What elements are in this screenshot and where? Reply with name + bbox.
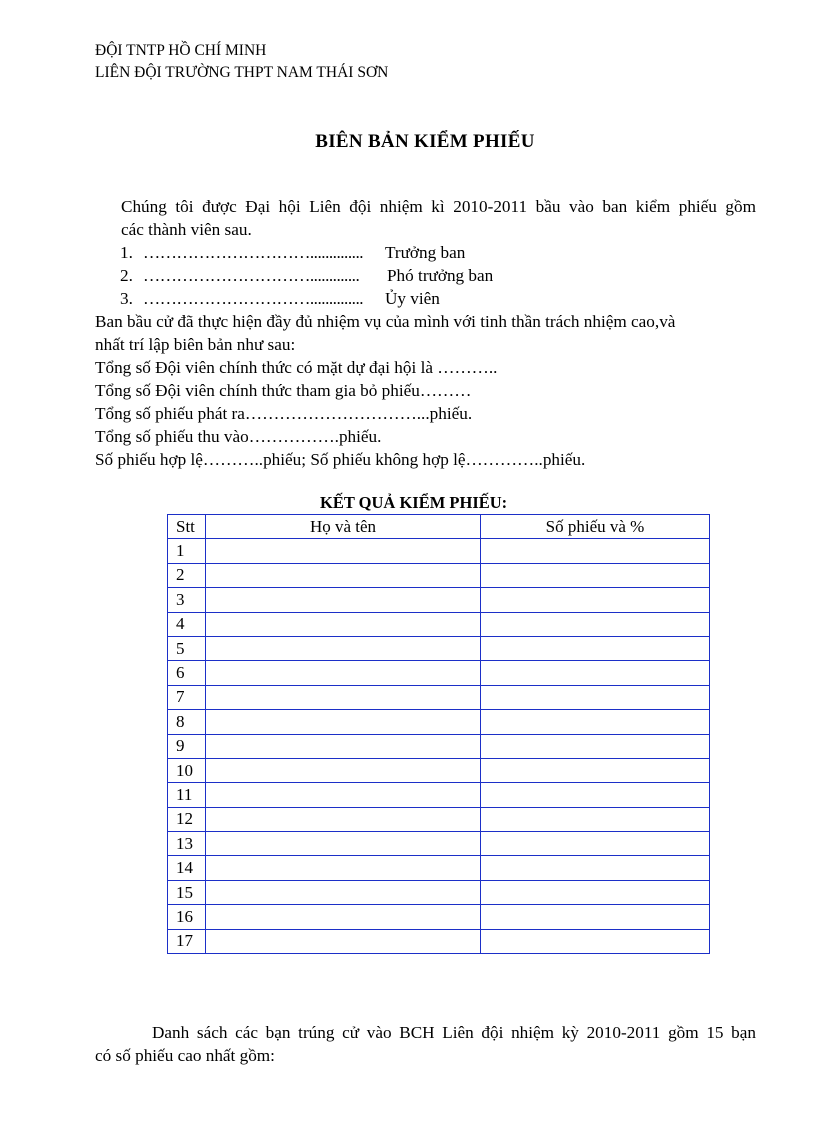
votes-cell[interactable] xyxy=(481,685,710,709)
member-role: Trưởng ban xyxy=(385,243,466,262)
name-cell[interactable] xyxy=(206,661,481,685)
votes-cell[interactable] xyxy=(481,832,710,856)
table-row xyxy=(168,758,710,782)
body-line: Ban bầu cử đã thực hiện đầy đủ nhiệm vụ của mình với tinh thần trách nhiệm cao,và xyxy=(95,312,676,331)
body-line: nhất trí lập biên bản như sau: xyxy=(95,335,296,354)
votes-cell[interactable] xyxy=(481,636,710,660)
member-number: 2. xyxy=(120,266,133,285)
row-number: 11 xyxy=(168,783,206,807)
votes-cell[interactable] xyxy=(481,661,710,685)
row-number: 17 xyxy=(168,929,206,953)
row-number: 12 xyxy=(168,807,206,831)
table-row xyxy=(168,783,710,807)
row-number: 16 xyxy=(168,905,206,929)
org-header-line1: ĐỘI TNTP HỒ CHÍ MINH xyxy=(95,42,267,59)
row-number: 7 xyxy=(168,685,206,709)
footer-line2: có số phiếu cao nhất gồm: xyxy=(95,1046,275,1065)
member-number: 1. xyxy=(120,243,133,262)
table-row xyxy=(168,929,710,953)
member-role: Ủy viên xyxy=(385,289,440,308)
name-cell[interactable] xyxy=(206,807,481,831)
table-row xyxy=(168,612,710,636)
table-row xyxy=(168,710,710,734)
votes-cell[interactable] xyxy=(481,612,710,636)
table-header-row xyxy=(168,515,710,539)
body-line: Số phiếu hợp lệ………..phiếu; Số phiếu không hợp lệ…………..phiếu. xyxy=(95,450,586,469)
name-cell[interactable] xyxy=(206,856,481,880)
table-row xyxy=(168,807,710,831)
table-row xyxy=(168,880,710,904)
votes-cell[interactable] xyxy=(481,734,710,758)
votes-cell[interactable] xyxy=(481,588,710,612)
intro-line2: các thành viên sau. xyxy=(121,220,252,239)
member-number: 3. xyxy=(120,289,133,308)
name-cell[interactable] xyxy=(206,734,481,758)
row-number: 5 xyxy=(168,636,206,660)
member-dots: ………………………….............. xyxy=(143,289,364,308)
table-row xyxy=(168,636,710,660)
name-cell[interactable] xyxy=(206,685,481,709)
name-cell[interactable] xyxy=(206,539,481,563)
row-number: 1 xyxy=(168,539,206,563)
row-number: 13 xyxy=(168,832,206,856)
table-row xyxy=(168,832,710,856)
votes-cell[interactable] xyxy=(481,758,710,782)
table-row xyxy=(168,734,710,758)
row-number: 2 xyxy=(168,563,206,587)
name-cell[interactable] xyxy=(206,880,481,904)
results-table xyxy=(167,514,710,954)
member-dots: …………………………............. xyxy=(143,266,360,285)
table-row xyxy=(168,905,710,929)
name-cell[interactable] xyxy=(206,636,481,660)
name-cell[interactable] xyxy=(206,832,481,856)
votes-cell[interactable] xyxy=(481,563,710,587)
table-row xyxy=(168,588,710,612)
body-line: Tổng số Đội viên chính thức tham gia bỏ phiếu……… xyxy=(95,381,472,400)
row-number: 3 xyxy=(168,588,206,612)
table-row xyxy=(168,563,710,587)
name-cell[interactable] xyxy=(206,905,481,929)
votes-cell[interactable] xyxy=(481,929,710,953)
member-dots: ………………………….............. xyxy=(143,243,364,262)
name-cell[interactable] xyxy=(206,563,481,587)
row-number: 9 xyxy=(168,734,206,758)
row-number: 8 xyxy=(168,710,206,734)
column-header-name: Họ và tên xyxy=(206,515,481,539)
table-row xyxy=(168,856,710,880)
body-line: Tổng số phiếu thu vào…………….phiếu. xyxy=(95,427,382,446)
footer-line1: Danh sách các bạn trúng cử vào BCH Liên đội nhiệm kỳ 2010-2011 gồm 15 bạn xyxy=(152,1023,756,1042)
intro-line1: Chúng tôi được Đại hội Liên đội nhiệm kì 2010-2011 bầu vào ban kiểm phiếu gồm xyxy=(121,197,756,216)
votes-cell[interactable] xyxy=(481,807,710,831)
row-number: 4 xyxy=(168,612,206,636)
body-line: Tổng số phiếu phát ra…………………………...phiếu. xyxy=(95,404,473,423)
name-cell[interactable] xyxy=(206,710,481,734)
votes-cell[interactable] xyxy=(481,880,710,904)
name-cell[interactable] xyxy=(206,929,481,953)
results-title: KẾT QUẢ KIỂM PHIẾU: xyxy=(320,493,508,512)
table-row xyxy=(168,661,710,685)
votes-cell[interactable] xyxy=(481,710,710,734)
votes-cell[interactable] xyxy=(481,539,710,563)
name-cell[interactable] xyxy=(206,783,481,807)
document-title: BIÊN BẢN KIỂM PHIẾU xyxy=(315,131,535,152)
table-row xyxy=(168,539,710,563)
votes-cell[interactable] xyxy=(481,905,710,929)
name-cell[interactable] xyxy=(206,612,481,636)
row-number: 14 xyxy=(168,856,206,880)
org-header-line2: LIÊN ĐỘI TRƯỜNG THPT NAM THÁI SƠN xyxy=(95,64,389,81)
votes-cell[interactable] xyxy=(481,856,710,880)
row-number: 15 xyxy=(168,880,206,904)
row-number: 6 xyxy=(168,661,206,685)
body-line: Tổng số Đội viên chính thức có mặt dự đại hội là ……….. xyxy=(95,358,498,377)
name-cell[interactable] xyxy=(206,758,481,782)
row-number: 10 xyxy=(168,758,206,782)
column-header-votes: Số phiếu và % xyxy=(481,515,710,539)
member-role: Phó trưởng ban xyxy=(387,266,494,285)
votes-cell[interactable] xyxy=(481,783,710,807)
column-header-stt: Stt xyxy=(168,515,206,539)
table-row xyxy=(168,685,710,709)
name-cell[interactable] xyxy=(206,588,481,612)
